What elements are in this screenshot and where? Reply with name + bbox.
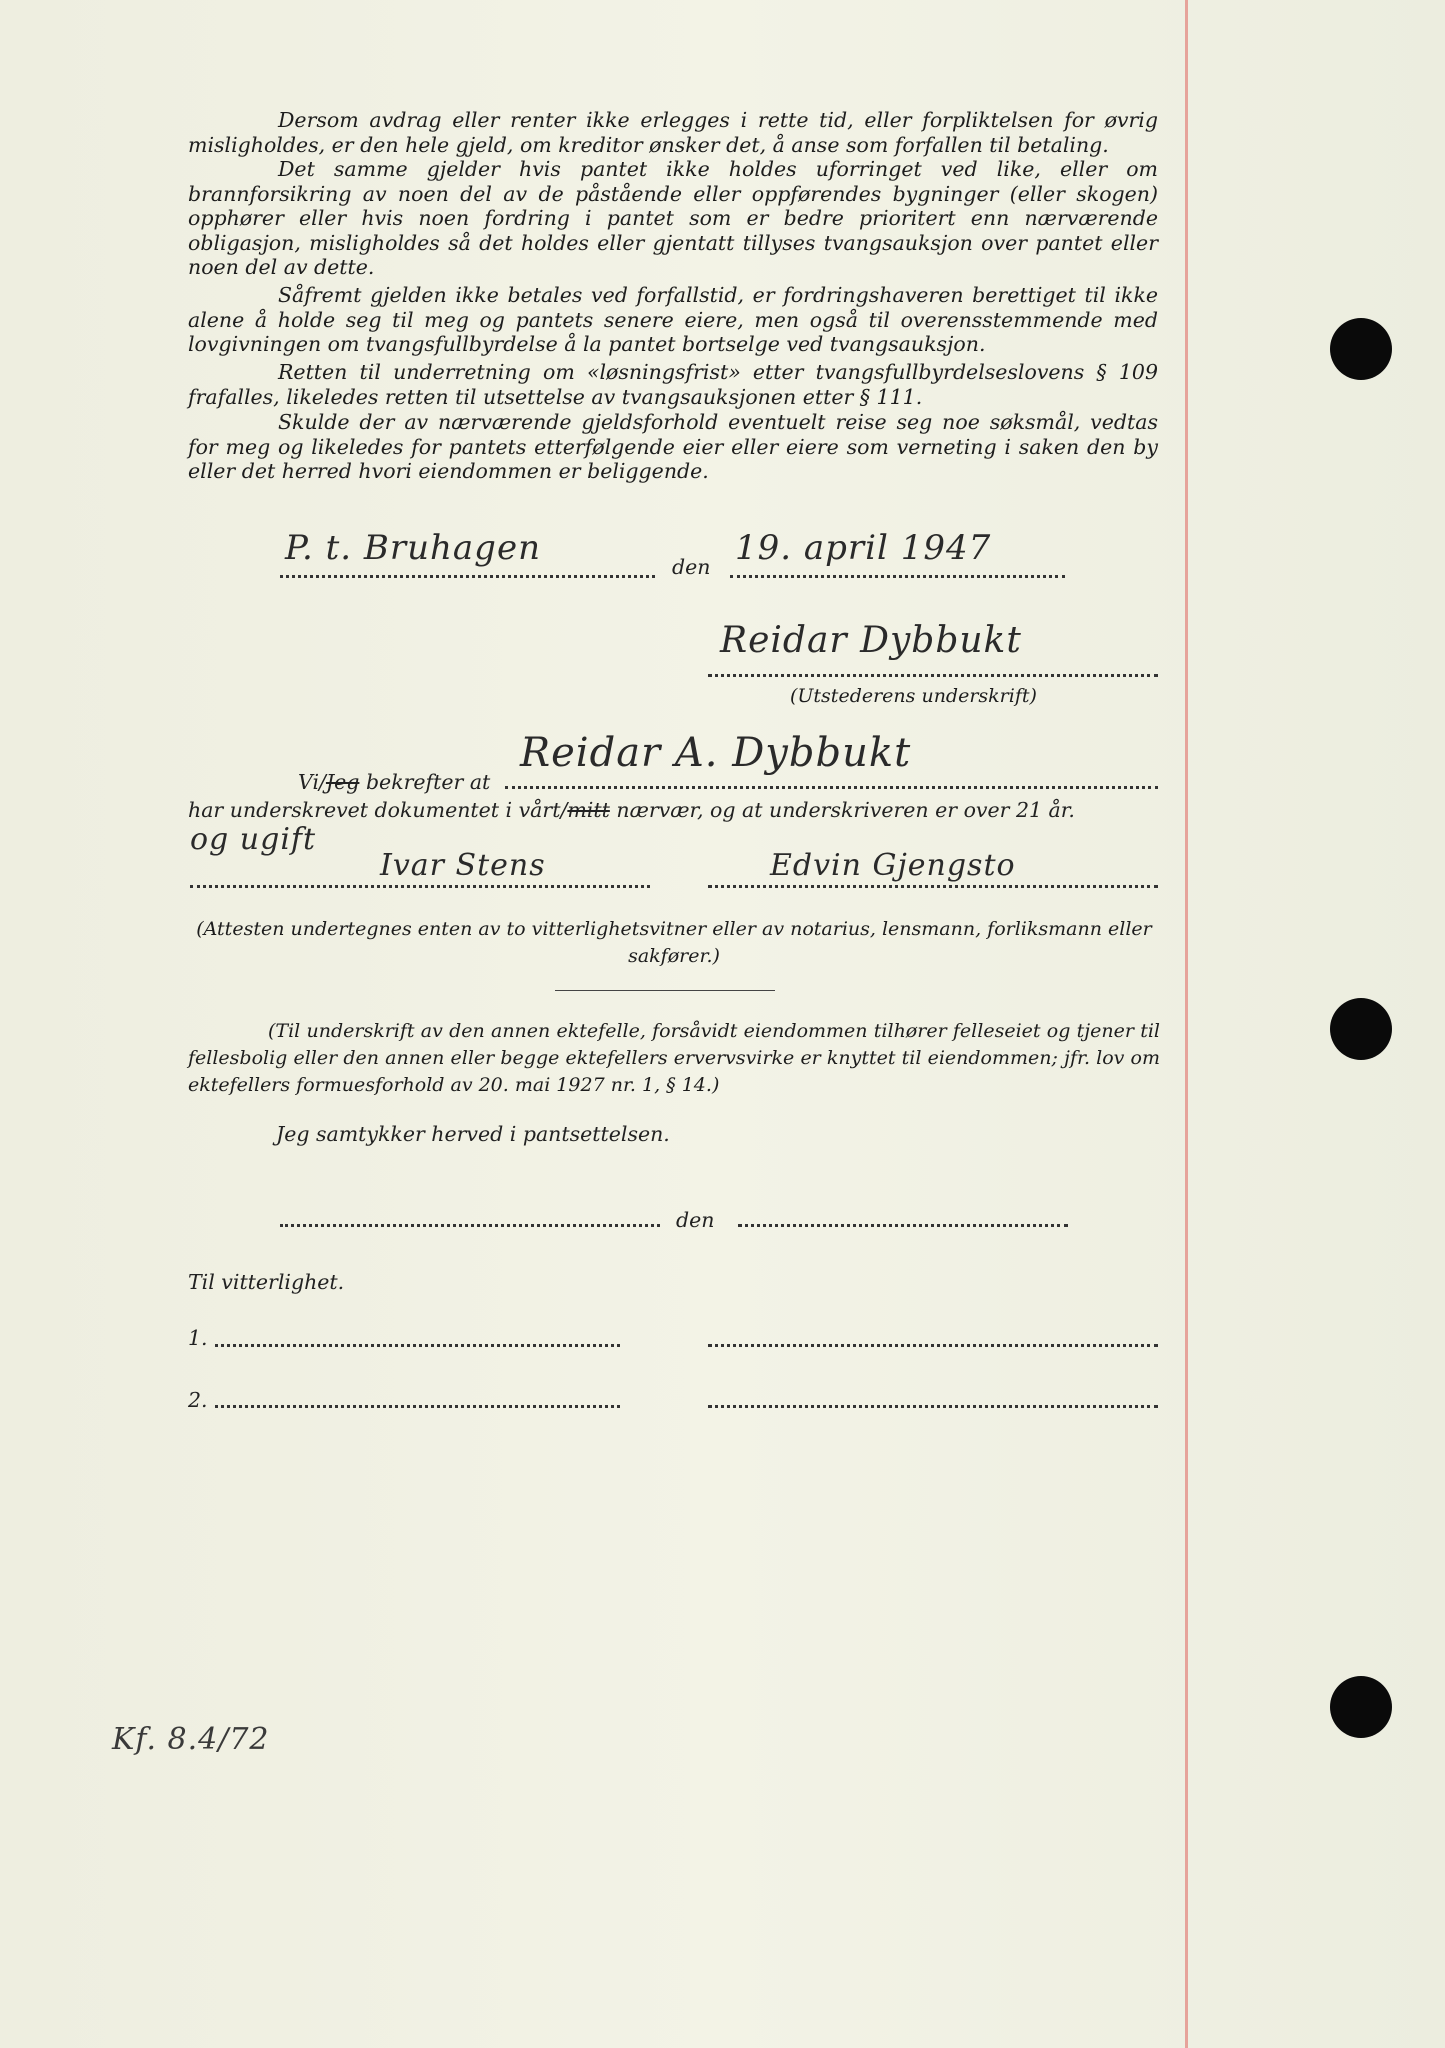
attestation-prefix: Vi/Jeg bekrefter at: [298, 770, 491, 794]
punch-hole: [1330, 1676, 1392, 1738]
place-handwritten: P. t. Bruhagen: [285, 528, 541, 568]
witness1-signature: Ivar Stens: [380, 848, 546, 883]
punch-hole: [1330, 318, 1392, 380]
handwritten-note: og ugift: [190, 822, 317, 857]
consent-den-label: den: [676, 1208, 715, 1232]
paragraph-deterioration: Det samme gjelder hvis pantet ikke holdes uforringet ved like, eller om brannforsikring av noen del av de påstående eller oppførendes bygninger (eller skogen) opphører eller hvis noen fordring i pantet som er bedre prioritert enn nærværende obligasjon, misligholdes så det holdes eller gjentatt tillyses tvangsauksjon over pantet eller noen del av dette.: [188, 157, 1158, 279]
witness-row-1-number: 1.: [188, 1326, 208, 1350]
witness1-line: [190, 885, 650, 888]
paragraph-venue: Skulde der av nærværende gjeldsforhold eventuelt reise seg noe søksmål, vedtas for meg og likeledes for pantets etterfølgende eier eller eiere som verneting i saken den by eller det herred hvori eiendommen er beliggende.: [188, 410, 1158, 483]
issuer-caption: (Utstederens underskrift): [790, 685, 1037, 707]
witness-heading: Til vitterlighet.: [188, 1270, 345, 1294]
den-label: den: [672, 555, 711, 579]
separator-rule: [555, 990, 775, 991]
consent-place-line: [280, 1224, 660, 1227]
attested-name-handwritten: Reidar A. Dybbukt: [520, 730, 912, 776]
spouse-consent: Jeg samtykker herved i pantsettelsen.: [276, 1122, 670, 1146]
witness-row-1-line-b: [708, 1344, 1158, 1347]
consent-date-line: [738, 1224, 1068, 1227]
date-handwritten: 19. april 1947: [735, 528, 992, 568]
paragraph-default: Dersom avdrag eller renter ikke erlegges i rette tid, eller forpliktelsen for øvrig misligholdes, er den hele gjeld, om kreditor ønsker det, å anse som forfallen til betaling.: [188, 108, 1158, 157]
witness-row-1-line-a: [215, 1344, 620, 1347]
attestation-note: (Attesten undertegnes enten av to vitterlighetsvitner eller av notarius, lensmann, forliksmann eller sakfører.): [196, 918, 1152, 967]
witness-row-2-line-a: [215, 1405, 620, 1408]
witness-row-2-line-b: [708, 1405, 1158, 1408]
witness2-signature: Edvin Gjengsto: [770, 848, 1016, 883]
punch-hole: [1330, 998, 1392, 1060]
place-line: [280, 575, 655, 578]
attested-name-line: [505, 786, 1158, 789]
paragraph-notice: Retten til underretning om «løsningsfrist» etter tvangsfullbyrdelseslovens § 109 frafalles, likeledes retten til utsettelse av tvangsauksjonen etter § 111.: [188, 360, 1158, 409]
witness-row-2-number: 2.: [188, 1388, 208, 1412]
margin-line: [1185, 0, 1188, 2048]
margin-note-handwritten: Kf. 8.4/72: [112, 1722, 270, 1757]
attestation-line2: har underskrevet dokumentet i vårt/mitt nærvær, og at underskriveren er over 21 år.: [188, 798, 1075, 822]
issuer-signature-line: [708, 674, 1158, 677]
paragraph-auction: Såfremt gjelden ikke betales ved forfallstid, er fordringshaveren berettiget til ikke alene å holde seg til meg og pantets senere eiere, men også til overensstemmende med lovgivningen om tvangsfullbyrdelse å la pantet bortselge ved tvangsauksjon.: [188, 283, 1158, 356]
witness2-line: [708, 885, 1158, 888]
spouse-note: (Til underskrift av den annen ektefelle, forsåvidt eiendommen tilhører felleseiet og tjener til fellesbolig eller den annen eller begge ektefellers ervervsvirke er knyttet til eiendommen; jfr. lov om ektefellers formuesforhold av 20. mai 1927 nr. 1, § 14.): [188, 1020, 1160, 1096]
date-line: [730, 575, 1065, 578]
issuer-signature: Reidar Dybbukt: [720, 620, 1022, 661]
